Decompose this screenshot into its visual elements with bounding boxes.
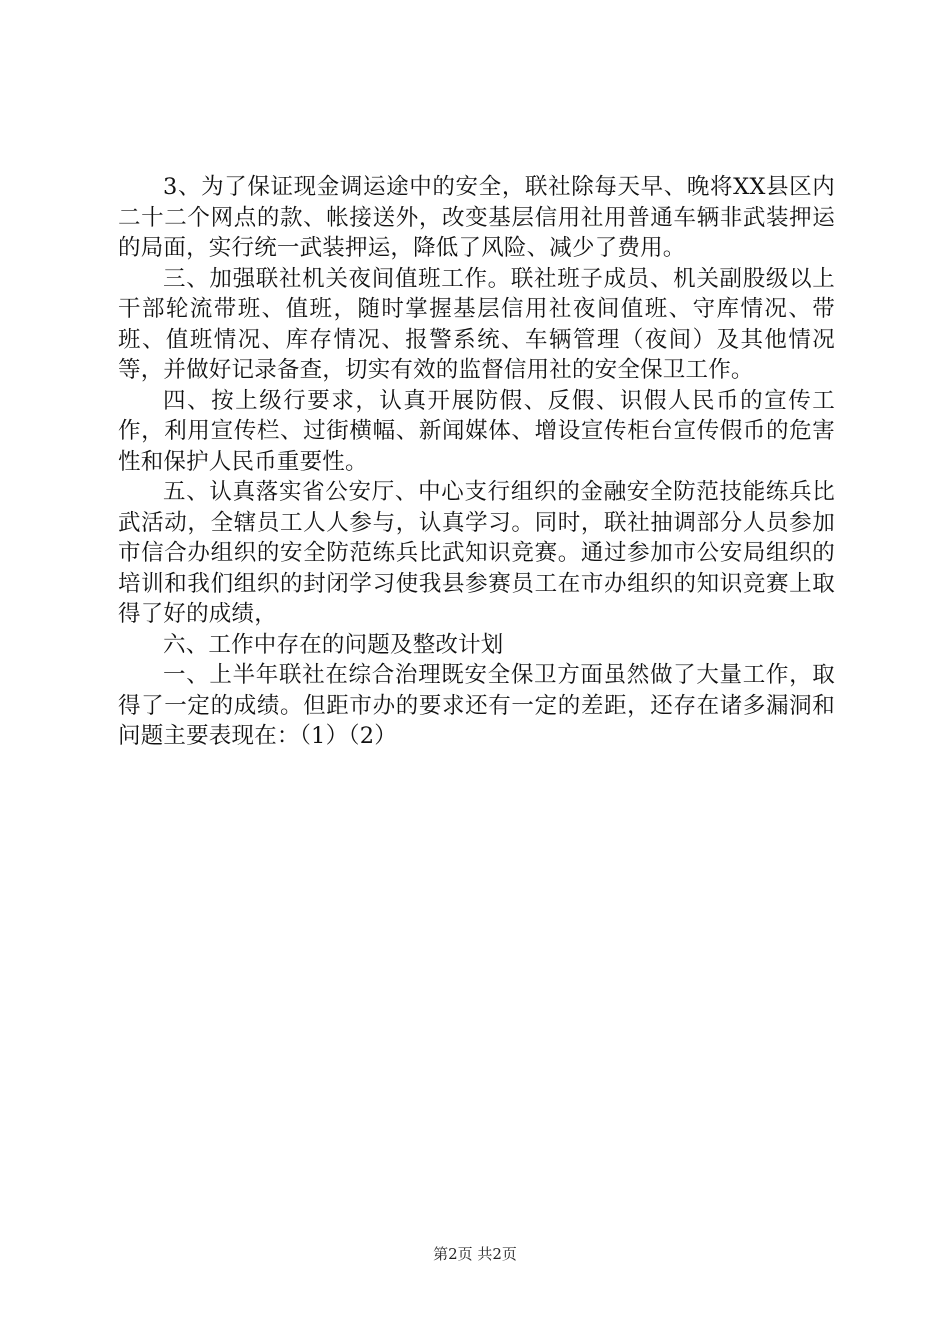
paragraph-counterfeit-campaign: 四、按上级行要求，认真开展防假、反假、识假人民币的宣传工作，利用宣传栏、过街横幅、新闻媒体、增设宣传柜台宣传假币的危害性和保护人民币重要性。	[118, 387, 835, 475]
paragraph-night-duty: 三、加强联社机关夜间值班工作。联社班子成员、机关副股级以上干部轮流带班、值班，随时掌握基层信用社夜间值班、守库情况、带班、值班情况、库存情况、报警系统、车辆管理（夜间）及其他情况等，并做好记录备查，切实有效的监督信用社的安全保卫工作。	[118, 265, 835, 383]
page-footer: 第2页 共2页	[433, 1245, 517, 1263]
paragraph-security-competition: 五、认真落实省公安厅、中心支行组织的金融安全防范技能练兵比武活动，全辖员工人人参与，认真学习。同时，联社抽调部分人员参加市信合办组织的安全防范练兵比武知识竞赛。通过参加市公安局组织的培训和我们组织的封闭学习使我县参赛员工在市办组织的知识竞赛上取得了好的成绩，	[118, 479, 835, 627]
document-body	[118, 172, 835, 752]
section-heading-problems: 六、工作中存在的问题及整改计划	[163, 631, 504, 658]
paragraph-cash-transport: 3、为了保证现金调运途中的安全，联社除每天早、晚将XX县区内二十二个网点的款、帐接送外，改变基层信用社用普通车辆非武装押运的局面，实行统一武装押运，降低了风险、减少了费用。	[118, 174, 835, 261]
paragraph-first-half-problems: 一、上半年联社在综合治理既安全保卫方面虽然做了大量工作，取得了一定的成绩。但距市办的要求还有一定的差距，还存在诸多漏洞和问题主要表现在：（1）（2）	[118, 662, 835, 749]
